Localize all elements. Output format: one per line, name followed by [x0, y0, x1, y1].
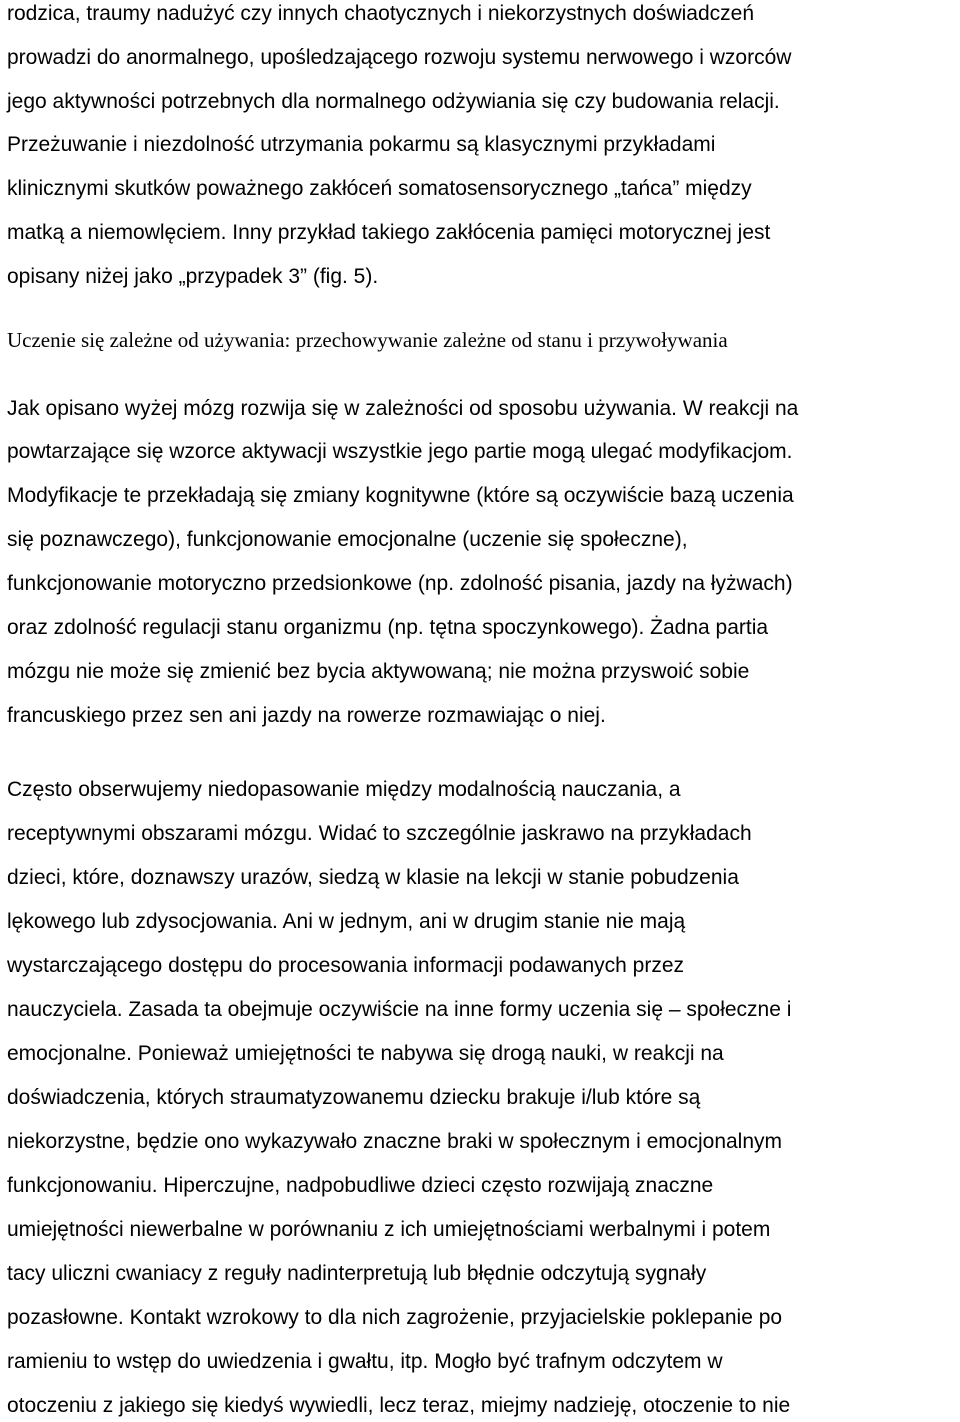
text-line: Jak opisano wyżej mózg rozwija się w zależności od sposobu używania. W reakcji na [7, 397, 799, 420]
text-line: mózgu nie może się zmienić bez bycia aktywowaną; nie można przyswoić sobie [7, 660, 750, 683]
text-line: pozasłowne. Kontakt wzrokowy to dla nich zagrożenie, przyjacielskie poklepanie po [7, 1306, 783, 1329]
text-line: emocjonalne. Ponieważ umiejętności te nabywa się drogą nauki, w reakcji na [7, 1042, 724, 1065]
text-line: wystarczającego dostępu do procesowania informacji podawanych przez [7, 954, 685, 977]
text-line: prowadzi do anormalnego, upośledzającego rozwoju systemu nerwowego i wzorców [7, 46, 792, 69]
text-line: tacy uliczni cwaniacy z reguły nadinterpretują lub błędnie odczytują sygnały [7, 1262, 707, 1285]
text-line: nauczyciela. Zasada ta obejmuje oczywiście na inne formy uczenia się – społeczne i [7, 998, 792, 1021]
text-line: funkcjonowaniu. Hiperczujne, nadpobudliwe dzieci często rozwijają znaczne [7, 1174, 714, 1197]
text-line: francuskiego przez sen ani jazdy na rowerze rozmawiając o niej. [7, 704, 606, 727]
text-line: doświadczenia, których straumatyzowanemu dziecku brakuje i/lub które są [7, 1086, 701, 1109]
text-line: Modyfikacje te przekładają się zmiany kognitywne (które są oczywiście bazą uczenia [7, 484, 794, 507]
text-line: rodzica, traumy nadużyć czy innych chaotycznych i niekorzystnych doświadczeń [7, 2, 754, 25]
text-line: dzieci, które, doznawszy urazów, siedzą w klasie na lekcji w stanie pobudzenia [7, 866, 739, 889]
text-line: funkcjonowanie motoryczno przedsionkowe (np. zdolność pisania, jazdy na łyżwach) [7, 572, 793, 595]
text-line: powtarzające się wzorce aktywacji wszystkie jego partie mogą ulegać modyfikacjom. [7, 440, 793, 463]
section-heading: Uczenie się zależne od używania: przechowywanie zależne od stanu i przywoływania [7, 328, 728, 352]
text-line: receptywnymi obszarami mózgu. Widać to szczególnie jaskrawo na przykładach [7, 822, 752, 845]
text-line: opisany niżej jako „przypadek 3” (fig. 5). [7, 265, 379, 288]
text-line: się poznawczego), funkcjonowanie emocjonalne (uczenie się społeczne), [7, 528, 688, 551]
text-line: umiejętności niewerbalne w porównaniu z ich umiejętnościami werbalnymi i potem [7, 1218, 771, 1241]
text-line: lękowego lub zdysocjowania. Ani w jednym, ani w drugim stanie nie mają [7, 910, 686, 933]
text-line: Często obserwujemy niedopasowanie między modalnością nauczania, a [7, 778, 681, 801]
text-line: ramieniu to wstęp do uwiedzenia i gwałtu, itp. Mogło być trafnym odczytem w [7, 1350, 723, 1373]
text-line: oraz zdolność regulacji stanu organizmu (np. tętna spoczynkowego). Żadna partia [7, 616, 769, 639]
text-line: matką a niemowlęciem. Inny przykład takiego zakłócenia pamięci motorycznej jest [7, 221, 771, 244]
text-line: Przeżuwanie i niezdolność utrzymania pokarmu są klasycznymi przykładami [7, 133, 716, 156]
text-line: jego aktywności potrzebnych dla normalnego odżywiania się czy budowania relacji. [7, 90, 780, 113]
text-line: otoczeniu z jakiego się kiedyś wywiedli, lecz teraz, miejmy nadzieję, otoczenie to nie [7, 1394, 791, 1417]
text-line: niekorzystne, będzie ono wykazywało znaczne braki w społecznym i emocjonalnym [7, 1130, 783, 1153]
text-line: klinicznymi skutków poważnego zakłóceń somatosensorycznego „tańca” między [7, 177, 752, 200]
